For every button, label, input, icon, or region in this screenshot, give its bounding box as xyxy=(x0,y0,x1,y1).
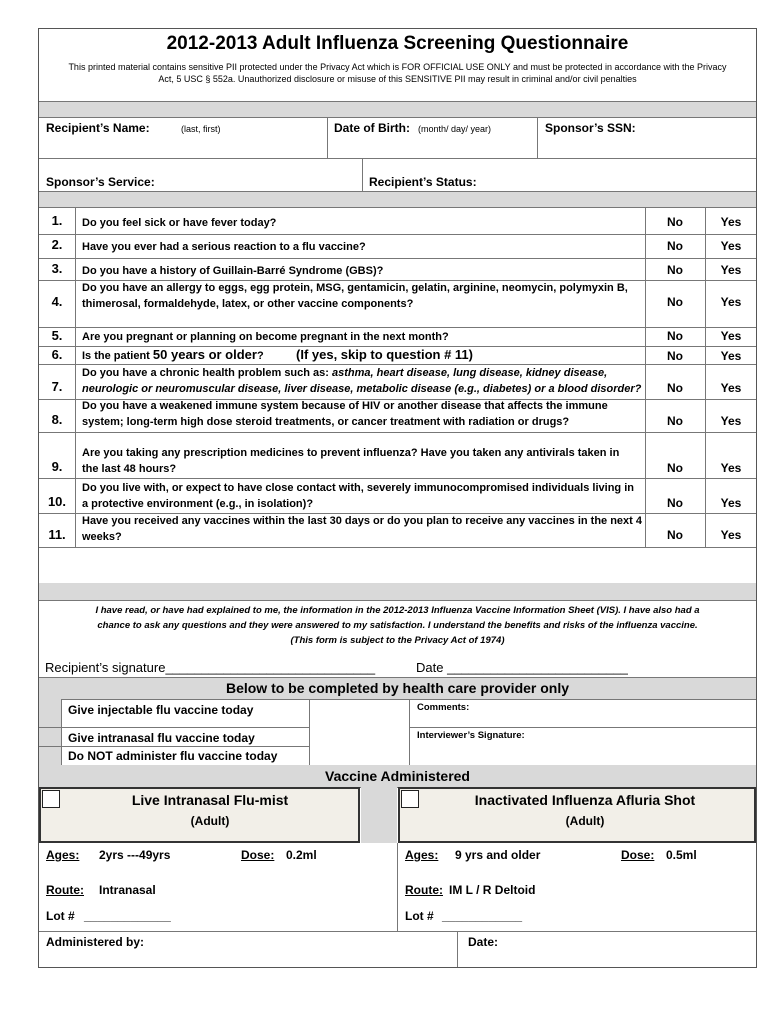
administered-date-field[interactable] xyxy=(510,935,750,965)
recipient-signature-line[interactable]: _____________________________ xyxy=(165,660,376,675)
question-7-no-option[interactable]: No xyxy=(667,381,683,395)
administered-date-label: Date: xyxy=(468,935,499,949)
question-1-number: 1. xyxy=(51,213,63,228)
question-7-line-1: Do you have a chronic health problem such as: asthma, heart disease, lung disease, kidney disease, xyxy=(82,367,608,379)
question-6-prefix: Is the patient xyxy=(82,350,153,362)
question-11-yes-option[interactable]: Yes xyxy=(720,528,742,542)
left-lot-field[interactable]: _____________ xyxy=(84,909,171,923)
right-route-label: Route: xyxy=(405,883,443,897)
question-6-skip-note: (If yes, skip to question # 11) xyxy=(296,347,473,362)
right-lot-field[interactable]: ____________ xyxy=(442,909,523,923)
left-ages-value: 2yrs ---49yrs xyxy=(99,848,171,862)
administered-by-label: Administered by: xyxy=(46,935,145,949)
left-route-label: Route: xyxy=(46,883,84,897)
recipient-name-label: Recipient’s Name: xyxy=(46,121,150,135)
option-injectable[interactable]: Give injectable flu vaccine today xyxy=(68,703,254,717)
question-6-suffix: ? xyxy=(256,350,264,362)
consent-date[interactable] xyxy=(416,660,628,675)
left-dose-label: Dose: xyxy=(241,848,275,862)
administered-by-field[interactable] xyxy=(160,935,450,965)
question-8-no-option[interactable]: No xyxy=(667,414,683,428)
question-5-yes-option[interactable]: Yes xyxy=(720,329,742,343)
question-4-yes-option[interactable]: Yes xyxy=(720,295,742,309)
question-7-number: 7. xyxy=(51,379,63,394)
question-10-yes-option[interactable]: Yes xyxy=(720,496,742,510)
consent-statement xyxy=(39,603,756,648)
inactivated-subtitle: (Adult) xyxy=(565,814,605,828)
question-3-number: 3. xyxy=(51,261,63,276)
question-9-yes-option[interactable]: Yes xyxy=(720,461,742,475)
right-ages-label: Ages: xyxy=(405,848,439,862)
question-5-number: 5. xyxy=(51,328,63,343)
privacy-notice-line-2: Act, 5 USC § 552a. Unauthorized disclosure or misuse of this SENSITIVE PII may result in criminal and/or civil penalties xyxy=(158,74,637,84)
inactivated-title: Inactivated Influenza Afluria Shot xyxy=(474,792,696,808)
option-intranasal[interactable]: Give intranasal flu vaccine today xyxy=(68,731,255,745)
question-9-number: 9. xyxy=(51,459,63,474)
question-6-number: 6. xyxy=(51,347,63,362)
left-lot-label: Lot # xyxy=(46,909,75,923)
question-9-no-option[interactable]: No xyxy=(667,461,683,475)
question-8-number: 8. xyxy=(51,412,63,427)
left-ages-label: Ages: xyxy=(46,848,80,862)
question-8-line-1: Do you have a weakened immune system because of HIV or another disease that affects the immune xyxy=(82,400,608,412)
right-lot-label: Lot # xyxy=(405,909,434,923)
comments-label: Comments: xyxy=(417,702,470,713)
right-ages-value: 9 yrs and older xyxy=(455,848,541,862)
question-3-text: Do you have a history of Guillain-Barré Syndrome (GBS)? xyxy=(82,265,384,277)
divider-band xyxy=(39,101,756,117)
question-4-number: 4. xyxy=(51,294,63,309)
question-7-yes-option[interactable]: Yes xyxy=(720,381,742,395)
question-8-yes-option[interactable]: Yes xyxy=(720,414,742,428)
recipient-name-hint: (last, first) xyxy=(181,124,221,134)
comments-field[interactable] xyxy=(410,715,756,727)
question-4-text xyxy=(82,280,642,312)
recipient-signature-label: Recipient’s signature xyxy=(45,660,166,675)
inactivated-checkbox[interactable] xyxy=(401,790,419,808)
question-7-text xyxy=(82,365,642,397)
sponsor-service-label: Sponsor’s Service: xyxy=(46,175,155,189)
consent-line-2: chance to ask any questions and they were answered to my satisfaction. I understand the benefits and risks of the influenza vaccine. xyxy=(97,620,698,631)
vaccine-heading: Vaccine Administered xyxy=(325,768,470,784)
question-6-yes-option[interactable]: Yes xyxy=(720,349,742,363)
consent-line-1: I have read, or have had explained to me, the information in the 2012-2013 Influenza Vaccine Information Sheet (VIS). I have also had a xyxy=(95,605,700,616)
interviewer-signature-label: Interviewer’s Signature: xyxy=(417,730,525,741)
question-7-line-2: neurologic or neuromuscular disease, liver disease, metabolic disease (e.g., diabetes) or a blood disorder? xyxy=(82,383,642,395)
provider-heading: Below to be completed by health care provider only xyxy=(225,680,570,696)
question-11-line-1: Have you received any vaccines within the last 30 days or do you plan to receive any vaccines in the next 4 xyxy=(82,515,643,527)
question-4-no-option[interactable]: No xyxy=(667,295,683,309)
interviewer-signature-field[interactable] xyxy=(410,743,756,763)
right-route-value: IM L / R Deltoid xyxy=(449,883,536,897)
question-8-text xyxy=(82,398,642,430)
question-2-number: 2. xyxy=(51,237,63,252)
question-4-line-1: Do you have an allergy to eggs, egg protein, MSG, gentamicin, gelatin, arginine, neomycin, polymyxin B, xyxy=(82,282,628,294)
question-11-line-2: weeks? xyxy=(82,531,122,543)
question-10-line-1: Do you live with, or expect to have close contact with, severely immunocompromised individuals living in xyxy=(82,482,634,494)
recipient-status-label: Recipient’s Status: xyxy=(369,175,477,189)
divider-band xyxy=(39,191,756,207)
question-1-no-option[interactable]: No xyxy=(667,215,683,229)
live-intranasal-title: Live Intranasal Flu-mist xyxy=(131,792,289,808)
consent-line-3: (This form is subject to the Privacy Act of 1974) xyxy=(290,635,505,646)
question-3-no-option[interactable]: No xyxy=(667,263,683,277)
question-2-no-option[interactable]: No xyxy=(667,239,683,253)
recipient-signature[interactable] xyxy=(45,660,375,675)
question-9-line-1: Are you taking any prescription medicines to prevent influenza? Have you taken any antivirals taken in xyxy=(82,447,620,459)
left-dose-value: 0.2ml xyxy=(286,848,317,862)
question-4-line-2: thimerosal, formaldehyde, latex, or other vaccine components? xyxy=(82,298,414,310)
consent-date-label: Date xyxy=(416,660,444,675)
live-intranasal-checkbox[interactable] xyxy=(42,790,60,808)
vaccine-column-divider xyxy=(361,787,397,843)
question-1-yes-option[interactable]: Yes xyxy=(720,215,742,229)
question-5-no-option[interactable]: No xyxy=(667,329,683,343)
question-11-text xyxy=(82,513,642,545)
right-dose-label: Dose: xyxy=(621,848,655,862)
question-11-number: 11. xyxy=(48,527,66,542)
question-5-text: Are you pregnant or planning on become pregnant in the next month? xyxy=(82,331,449,343)
form-title: 2012-2013 Adult Influenza Screening Questionnaire xyxy=(166,33,629,54)
question-9-text xyxy=(82,445,642,477)
privacy-notice xyxy=(40,61,755,85)
dob-label: Date of Birth: xyxy=(334,121,410,135)
question-10-text xyxy=(82,480,642,512)
question-3-yes-option[interactable]: Yes xyxy=(720,263,742,277)
option-do-not-administer[interactable]: Do NOT administer flu vaccine today xyxy=(68,749,278,763)
question-2-yes-option[interactable]: Yes xyxy=(720,239,742,253)
question-9-line-2: the last 48 hours? xyxy=(82,463,177,475)
divider-band xyxy=(39,583,756,600)
question-11-no-option[interactable]: No xyxy=(667,528,683,542)
sponsor-ssn-label: Sponsor’s SSN: xyxy=(545,121,636,135)
right-dose-value: 0.5ml xyxy=(666,848,697,862)
dob-hint: (month/ day/ year) xyxy=(418,124,492,134)
question-8-line-2: system; long-term high dose steroid treatments, or cancer treatment with radiation or drugs? xyxy=(82,416,570,428)
question-10-no-option[interactable]: No xyxy=(667,496,683,510)
provider-options-margin xyxy=(39,699,61,765)
question-6-text xyxy=(82,346,642,365)
live-intranasal-subtitle: (Adult) xyxy=(190,814,230,828)
privacy-notice-line-1: This printed material contains sensitive PII protected under the Privacy Act which is FOR OFFICIAL USE ONLY and must be protected in accordance with the Privacy xyxy=(68,62,727,72)
question-6-no-option[interactable]: No xyxy=(667,349,683,363)
recipient-name-field[interactable] xyxy=(39,138,327,158)
question-6-emphasis: 50 years or older xyxy=(152,347,257,362)
sponsor-ssn-field[interactable] xyxy=(538,138,756,158)
question-10-number: 10. xyxy=(47,494,67,509)
dob-field[interactable] xyxy=(328,138,537,158)
left-route-value: Intranasal xyxy=(99,883,156,897)
consent-date-line[interactable]: _________________________ xyxy=(447,660,628,675)
question-1-text: Do you feel sick or have fever today? xyxy=(82,217,277,229)
question-2-text: Have you ever had a serious reaction to a flu vaccine? xyxy=(82,241,366,253)
question-10-line-2: a protective environment (e.g., in isolation)? xyxy=(82,498,314,510)
